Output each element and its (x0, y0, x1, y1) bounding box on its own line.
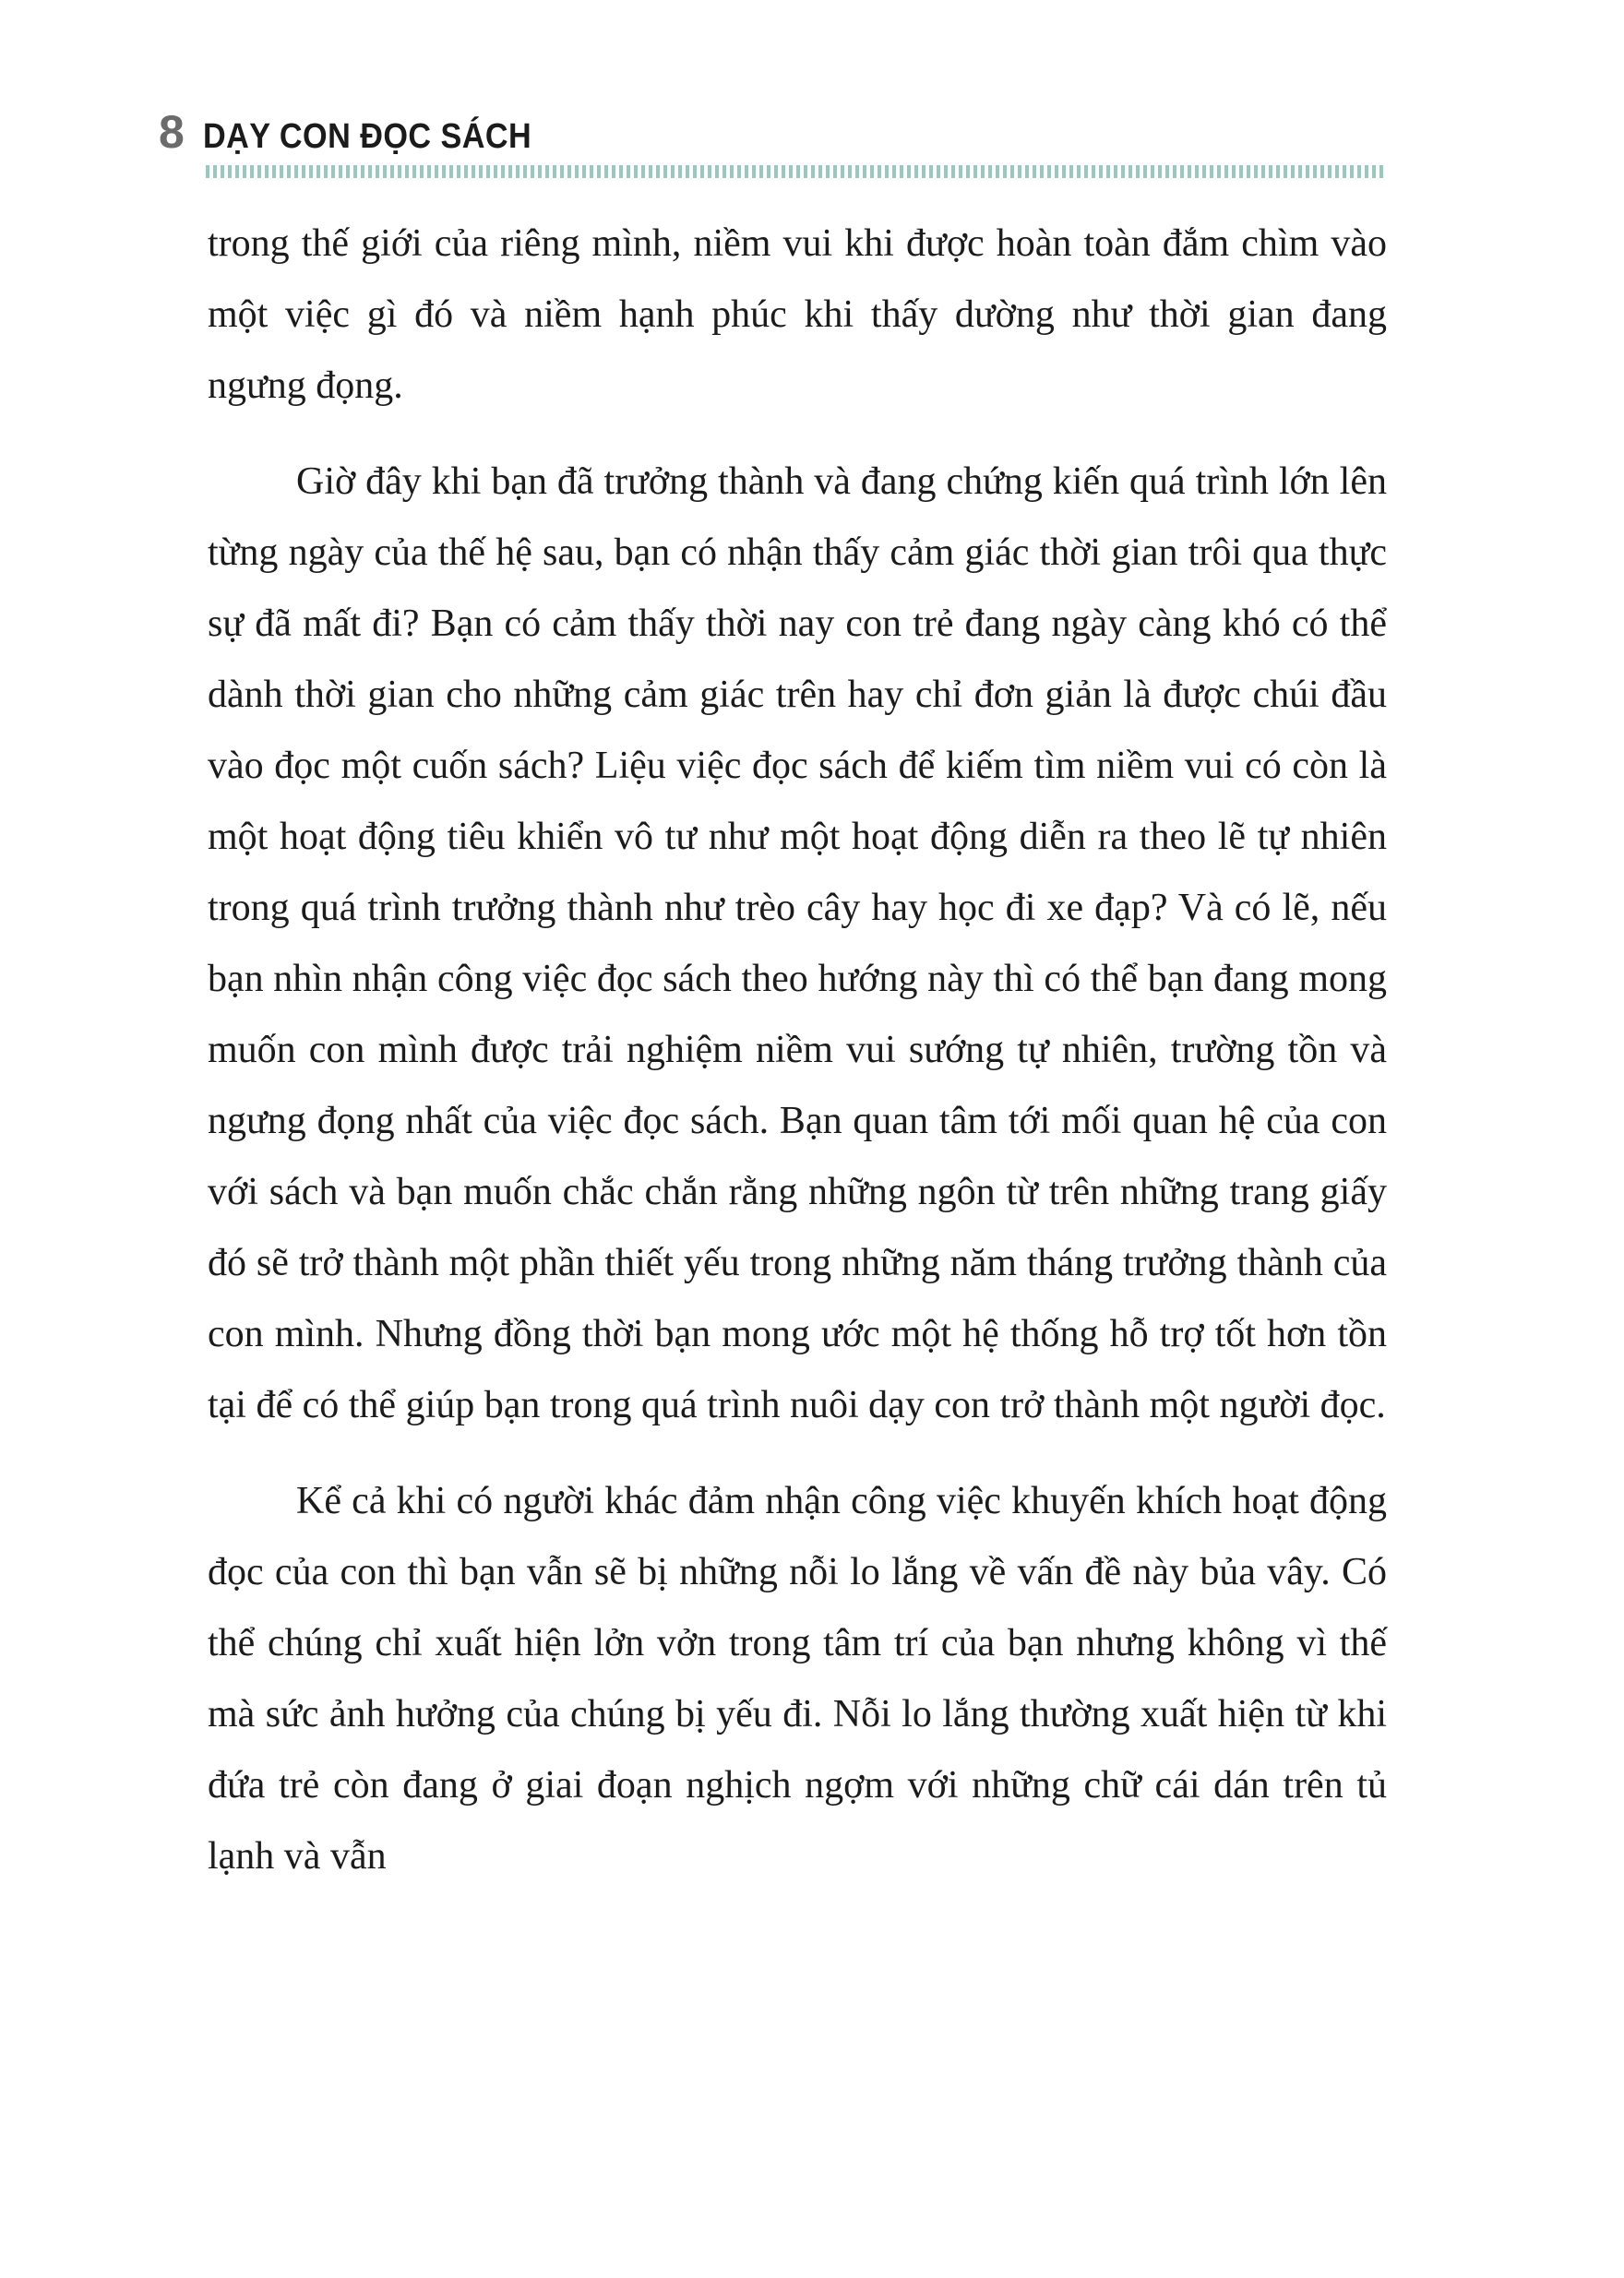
paragraph: Giờ đây khi bạn đã trưởng thành và đang chứng kiến quá trình lớn lên từng ngày của thế hệ sau, bạn có nhận thấy cảm giác thời gian trôi qua thực sự đã mất đi? Bạn có cảm thấy thời nay con trẻ đang ngày càng khó có thể dành thời gian cho những cảm giác trên hay chỉ đơn giản là được chúi đầu vào đọc một cuốn sách? Liệu việc đọc sách để kiếm tìm niềm vui có còn là một hoạt động tiêu khiển vô tư như một hoạt động diễn ra theo lẽ tự nhiên trong quá trình trưởng thành như trèo cây hay học đi xe đạp? Và có lẽ, nếu bạn nhìn nhận công việc đọc sách theo hướng này thì có thể bạn đang mong muốn con mình được trải nghiệm niềm vui sướng tự nhiên, trường tồn và ngưng đọng nhất của việc đọc sách. Bạn quan tâm tới mối quan hệ của con với sách và bạn muốn chắc chắn rằng những ngôn từ trên những trang giấy đó sẽ trở thành một phần thiết yếu trong những năm tháng trưởng thành của con mình. Nhưng đồng thời bạn mong ước một hệ thống hỗ trợ tốt hơn tồn tại để có thể giúp bạn trong quá trình nuôi dạy con trở thành một người đọc. (208, 460, 1387, 1426)
page-number: 8 (159, 106, 185, 158)
body-text (208, 209, 1387, 1892)
running-header (159, 106, 568, 158)
paragraph: Kể cả khi có người khác đảm nhận công việc khuyến khích hoạt động đọc của con thì bạn vẫn sẽ bị những nỗi lo lắng về vấn đề này bủa vây. Có thể chúng chỉ xuất hiện lởn vởn trong tâm trí của bạn nhưng không vì thế mà sức ảnh hưởng của chúng bị yếu đi. Nỗi lo lắng thường xuất hiện từ khi đứa trẻ còn đang ở giai đoạn nghịch ngợm với những chữ cái dán trên tủ lạnh và vẫn (208, 1480, 1387, 1878)
running-title: DẠY CON ĐỌC SÁCH (202, 117, 532, 156)
paragraph: trong thế giới của riêng mình, niềm vui khi được hoàn toàn đắm chìm vào một việc gì đó và niềm hạnh phúc khi thấy dường như thời gian đang ngưng đọng. (208, 222, 1387, 407)
header-divider-rule (206, 165, 1385, 178)
